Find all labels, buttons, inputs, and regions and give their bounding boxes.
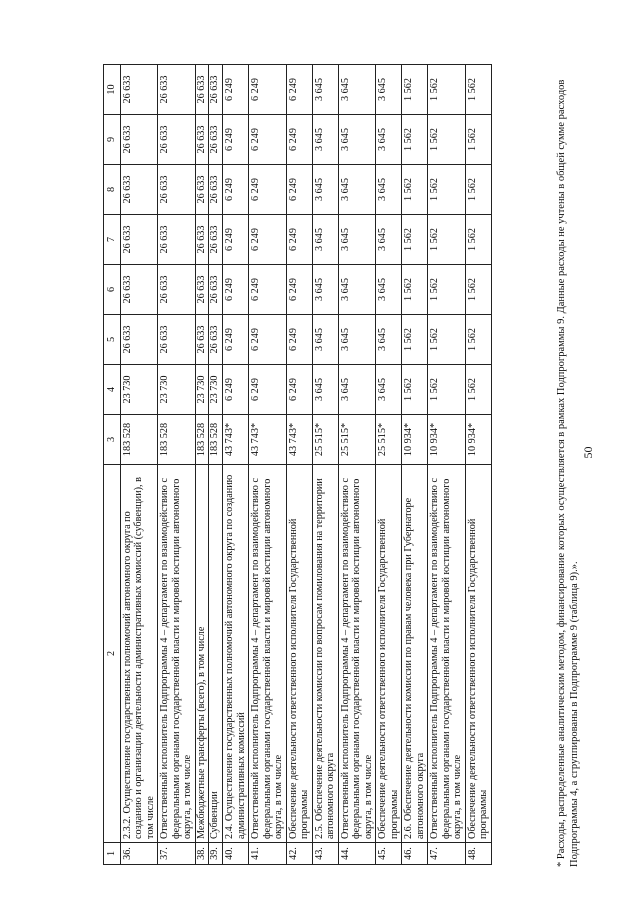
value-cell: 26 633 — [158, 65, 196, 115]
value-cell: 6 249 — [286, 265, 312, 315]
row-description: Обеспечение деятельности ответственного исполнителя Государственной программы — [465, 465, 491, 843]
row-number: 37. — [158, 843, 196, 865]
value-cell: 6 249 — [286, 365, 312, 415]
value-cell: 25 515* — [376, 415, 402, 465]
row-description: Ответственный исполнитель Подпрограммы 4 – департамент по взаимодействию с федеральными органами государственной власти и мировой юстиции автономного округа, в том числе — [158, 465, 196, 843]
value-cell: 23 730 — [195, 365, 209, 415]
value-cell: 6 249 — [286, 65, 312, 115]
value-cell: 3 645 — [338, 315, 376, 365]
table-row — [402, 65, 428, 865]
value-cell: 26 633 — [209, 315, 223, 365]
table-row — [428, 65, 466, 865]
value-cell: 183 528 — [209, 415, 223, 465]
value-cell: 6 249 — [249, 265, 287, 315]
column-header: 4 — [104, 365, 121, 415]
value-cell: 26 633 — [120, 165, 158, 215]
value-cell: 1 562 — [402, 315, 428, 365]
value-cell: 43 743* — [249, 415, 287, 465]
row-number: 38. — [195, 843, 209, 865]
table-row — [249, 65, 287, 865]
value-cell: 6 249 — [223, 65, 249, 115]
value-cell: 6 249 — [286, 165, 312, 215]
table-row — [195, 65, 209, 865]
value-cell: 3 645 — [376, 265, 402, 315]
value-cell: 3 645 — [338, 65, 376, 115]
value-cell: 6 249 — [223, 215, 249, 265]
value-cell: 183 528 — [120, 415, 158, 465]
value-cell: 1 562 — [402, 215, 428, 265]
value-cell: 10 934* — [465, 415, 491, 465]
value-cell: 1 562 — [428, 115, 466, 165]
value-cell: 26 633 — [209, 65, 223, 115]
value-cell: 1 562 — [428, 165, 466, 215]
value-cell: 26 633 — [209, 165, 223, 215]
value-cell: 3 645 — [312, 215, 338, 265]
value-cell: 26 633 — [195, 315, 209, 365]
value-cell: 26 633 — [195, 115, 209, 165]
value-cell: 1 562 — [402, 115, 428, 165]
value-cell: 43 743* — [286, 415, 312, 465]
row-description: 2.4. Осуществление государственных полномочий автономного округа по созданию административных комиссий — [223, 465, 249, 843]
row-description: 2.5. Обеспечение деятельности комиссии по вопросам помилования на территории автономного округа — [312, 465, 338, 843]
value-cell: 6 249 — [223, 315, 249, 365]
value-cell: 1 562 — [428, 315, 466, 365]
table-row — [158, 65, 196, 865]
column-header: 5 — [104, 315, 121, 365]
value-cell: 1 562 — [428, 65, 466, 115]
value-cell: 6 249 — [286, 315, 312, 365]
value-cell: 1 562 — [428, 265, 466, 315]
row-number: 48. — [465, 843, 491, 865]
value-cell: 6 249 — [223, 265, 249, 315]
value-cell: 6 249 — [286, 115, 312, 165]
page-number: 50 — [581, 446, 595, 459]
value-cell: 3 645 — [376, 215, 402, 265]
table-row — [286, 65, 312, 865]
row-number: 45. — [376, 843, 402, 865]
value-cell: 6 249 — [223, 165, 249, 215]
value-cell: 26 633 — [209, 115, 223, 165]
row-number: 46. — [402, 843, 428, 865]
value-cell: 3 645 — [338, 265, 376, 315]
value-cell: 3 645 — [312, 65, 338, 115]
value-cell: 26 633 — [209, 265, 223, 315]
value-cell: 26 633 — [120, 265, 158, 315]
value-cell: 1 562 — [402, 165, 428, 215]
value-cell: 26 633 — [120, 215, 158, 265]
table-row — [312, 65, 338, 865]
table-row — [209, 65, 223, 865]
footnote: * Расходы, распределенные аналитическим методом, финансирование которых осуществляется в рамках Подпрограммы 9. Данные расходы не учтены в общей сумме расходов Подпрограммы 4, а сгруппированы в Подпрограмме 9 (таблица 9).». — [556, 79, 581, 867]
value-cell: 23 730 — [158, 365, 196, 415]
value-cell: 3 645 — [312, 265, 338, 315]
column-header: 9 — [104, 115, 121, 165]
value-cell: 6 249 — [249, 315, 287, 365]
value-cell: 25 515* — [312, 415, 338, 465]
value-cell: 26 633 — [209, 215, 223, 265]
value-cell: 1 562 — [465, 365, 491, 415]
column-header: 6 — [104, 265, 121, 315]
value-cell: 3 645 — [312, 315, 338, 365]
table-row — [465, 65, 491, 865]
value-cell: 1 562 — [465, 315, 491, 365]
row-description: Ответственный исполнитель Подпрограммы 4 – департамент по взаимодействию с федеральными органами государственной власти и мировой юстиции автономного округа, в том числе — [338, 465, 376, 843]
value-cell: 1 562 — [465, 65, 491, 115]
budget-table — [103, 64, 492, 865]
row-description: Обеспечение деятельности ответственного исполнителя Государственной программы — [376, 465, 402, 843]
column-header: 1 — [104, 843, 121, 865]
row-description: 2.6. Обеспечение деятельности комиссии по правам человека при Губернаторе автономного округа — [402, 465, 428, 843]
row-description: Субвенции — [209, 465, 223, 843]
value-cell: 3 645 — [376, 115, 402, 165]
value-cell: 26 633 — [158, 315, 196, 365]
value-cell: 26 633 — [158, 115, 196, 165]
value-cell: 6 249 — [249, 365, 287, 415]
value-cell: 1 562 — [428, 365, 466, 415]
value-cell: 1 562 — [465, 265, 491, 315]
table-row — [120, 65, 158, 865]
row-description: Межбюджетные трансферты (всего), в том числе — [195, 465, 209, 843]
row-number: 43. — [312, 843, 338, 865]
value-cell: 3 645 — [376, 315, 402, 365]
value-cell: 26 633 — [120, 65, 158, 115]
value-cell: 3 645 — [312, 165, 338, 215]
value-cell: 1 562 — [402, 365, 428, 415]
value-cell: 3 645 — [338, 365, 376, 415]
value-cell: 3 645 — [312, 115, 338, 165]
row-number: 47. — [428, 843, 466, 865]
column-header: 7 — [104, 215, 121, 265]
row-number: 36. — [120, 843, 158, 865]
value-cell: 25 515* — [338, 415, 376, 465]
row-number: 42. — [286, 843, 312, 865]
value-cell: 183 528 — [158, 415, 196, 465]
value-cell: 6 249 — [223, 365, 249, 415]
value-cell: 6 249 — [286, 215, 312, 265]
value-cell: 3 645 — [338, 115, 376, 165]
value-cell: 23 730 — [120, 365, 158, 415]
value-cell: 1 562 — [402, 265, 428, 315]
table-row — [376, 65, 402, 865]
value-cell: 3 645 — [376, 365, 402, 415]
value-cell: 3 645 — [376, 65, 402, 115]
value-cell: 26 633 — [120, 115, 158, 165]
value-cell: 26 633 — [195, 265, 209, 315]
value-cell: 26 633 — [158, 265, 196, 315]
row-number: 44. — [338, 843, 376, 865]
header-row — [104, 65, 121, 865]
value-cell: 6 249 — [249, 65, 287, 115]
column-header: 3 — [104, 415, 121, 465]
value-cell: 23 730 — [209, 365, 223, 415]
value-cell: 26 633 — [195, 65, 209, 115]
value-cell: 1 562 — [402, 65, 428, 115]
table-row — [223, 65, 249, 865]
value-cell: 183 528 — [195, 415, 209, 465]
value-cell: 1 562 — [428, 215, 466, 265]
value-cell: 26 633 — [195, 165, 209, 215]
value-cell: 10 934* — [428, 415, 466, 465]
row-description: Ответственный исполнитель Подпрограммы 4 – департамент по взаимодействию с федеральными органами государственной власти и мировой юстиции автономного округа, в том числе — [249, 465, 287, 843]
row-number: 40. — [223, 843, 249, 865]
column-header: 8 — [104, 165, 121, 215]
value-cell: 26 633 — [120, 315, 158, 365]
value-cell: 26 633 — [158, 165, 196, 215]
value-cell: 10 934* — [402, 415, 428, 465]
row-description: 2.3.2. Осуществление государственных полномочий автономного округа по созданию и организации деятельности административных комиссий (субвенции), в том числе — [120, 465, 158, 843]
row-description: Обеспечение деятельности ответственного исполнителя Государственной программы — [286, 465, 312, 843]
table-row — [338, 65, 376, 865]
row-description: Ответственный исполнитель Подпрограммы 4 – департамент по взаимодействию с федеральными органами государственной власти и мировой юстиции автономного округа, в том числе — [428, 465, 466, 843]
value-cell: 3 645 — [312, 365, 338, 415]
value-cell: 26 633 — [158, 215, 196, 265]
column-header: 2 — [104, 465, 121, 843]
value-cell: 6 249 — [249, 215, 287, 265]
value-cell: 1 562 — [465, 115, 491, 165]
value-cell: 6 249 — [249, 165, 287, 215]
value-cell: 3 645 — [338, 165, 376, 215]
value-cell: 3 645 — [338, 215, 376, 265]
value-cell: 43 743* — [223, 415, 249, 465]
row-number: 39. — [209, 843, 223, 865]
value-cell: 26 633 — [195, 215, 209, 265]
value-cell: 3 645 — [376, 165, 402, 215]
row-number: 41. — [249, 843, 287, 865]
value-cell: 6 249 — [223, 115, 249, 165]
value-cell: 1 562 — [465, 165, 491, 215]
value-cell: 1 562 — [465, 215, 491, 265]
value-cell: 6 249 — [249, 115, 287, 165]
column-header: 10 — [104, 65, 121, 115]
